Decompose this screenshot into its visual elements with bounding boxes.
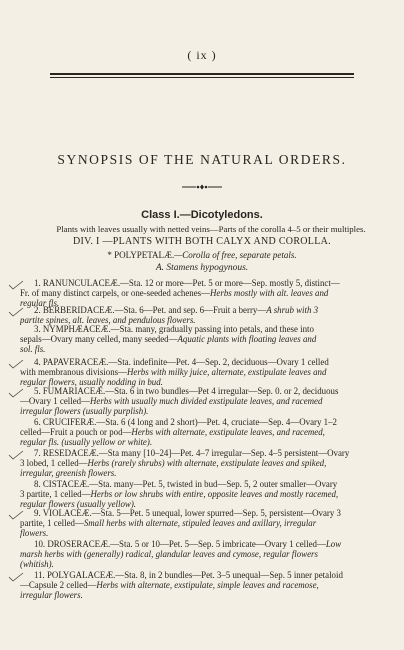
- entry-italic-text: Herbs mostly with alt. leaves and: [210, 288, 329, 299]
- entry-line: [20, 570, 380, 580]
- entry-text: 9. VIOLACEÆ.—Sta. 5—Pet. 5 unequal, lower spurred—Sep. 5, persistent—Ovary 3: [34, 508, 341, 518]
- entry-line: [20, 559, 380, 569]
- entry-italic-text: Herbs with milky juice, alternate, exstipulate leaves and: [127, 367, 327, 378]
- entry-italic-text: flowers.: [20, 528, 49, 539]
- entry-italic-text: (whitish).: [20, 559, 54, 570]
- header-rule-thin: [50, 77, 354, 78]
- pencil-check-mark-icon: [8, 359, 24, 369]
- entry-italic-text: Herbs or low shrubs with entire, opposite leaves and mostly racemed,: [90, 489, 339, 500]
- entry-italic-text: regular fls.: [20, 298, 60, 309]
- order-entry: [20, 570, 380, 601]
- entry-italic-text: regular flowers, usually nodding in bud.: [20, 377, 163, 388]
- entry-line: [20, 427, 380, 437]
- entry-italic-text: irregular flowers.: [20, 590, 83, 601]
- entry-text: with membranous divisions—: [20, 367, 127, 378]
- order-entry: [20, 386, 380, 417]
- class-heading: Class I.—Dicotyledons.: [141, 209, 263, 221]
- entry-line: [20, 539, 380, 549]
- entry-text: —Ovary 1 celled—: [20, 396, 90, 407]
- entry-italic-text: Herbs with usually much divided exstipulate leaves, and racemed: [90, 396, 323, 407]
- pencil-check-mark-icon: [8, 450, 24, 460]
- entry-line: [20, 468, 380, 478]
- entry-italic-text: A shrub with 3: [266, 305, 319, 315]
- entry-line: [20, 590, 380, 600]
- entry-line: [20, 406, 380, 416]
- entry-italic-text: partite spines, alt. leaves, and pendulous flowers.: [20, 315, 196, 326]
- entry-line: [20, 396, 380, 406]
- entry-line: [20, 518, 380, 528]
- entry-line: [20, 479, 380, 489]
- entry-text: —Capsule 2 celled—: [20, 580, 97, 591]
- order-entry: [20, 508, 380, 539]
- entry-line: [20, 458, 380, 468]
- entry-text: 5. FUMARIACEÆ.—Sta. 6 in two bundles—Pet 4 irregular—Sep. 0. or 2, deciduous: [34, 386, 339, 396]
- order-entry: [20, 417, 380, 448]
- entry-line: [20, 305, 380, 315]
- entry-text: 3 lobed, 1 celled—: [20, 458, 88, 469]
- entry-line: [20, 417, 380, 427]
- pencil-check-mark-icon: [8, 280, 24, 290]
- entry-text: 7. RESEDACEÆ.—Sta many [10–24]—Pet. 4–7 irregular—Sep. 4–5 persistent—Ovary: [34, 448, 350, 458]
- entry-italic-text: Aquatic plants with floating leaves and: [177, 334, 317, 345]
- entry-line: [20, 367, 380, 377]
- subgroup-description: —Corolla of free, separate petals.: [174, 250, 297, 260]
- order-entry: [20, 305, 380, 325]
- order-entry: [20, 479, 380, 510]
- entry-line: [20, 278, 380, 288]
- entry-line: [20, 288, 380, 298]
- pencil-check-mark-icon: [8, 307, 24, 317]
- subgroup-heading: [0, 250, 404, 260]
- page-title: SYNOPSIS OF THE NATURAL ORDERS.: [57, 152, 347, 167]
- entry-line: [20, 489, 380, 499]
- entry-text: 2. BERBERIDACEÆ.—Sta. 6—Pet. and sep. 6—Fruit a berry—: [34, 305, 267, 315]
- ornament-divider: [0, 183, 404, 193]
- stamens-heading: A. Stamens hypogynous.: [155, 263, 249, 273]
- entry-line: [20, 528, 380, 538]
- entry-text: sepals—Ovary many celled, many seeded—: [20, 334, 178, 345]
- entry-line: [20, 448, 380, 458]
- entry-text: 1. RANUNCULACEÆ.—Sta. 12 or more—Pet. 5 or more—Sep. mostly 5, distinct—: [34, 278, 340, 288]
- entry-line: [20, 357, 380, 367]
- entry-italic-text: Herbs with alternate, exstipulate leaves, and racemed,: [131, 427, 325, 438]
- entry-line: [20, 386, 380, 396]
- division-heading: DIV. I —PLANTS WITH BOTH CALYX AND COROLLA.: [73, 236, 331, 247]
- entry-line: [20, 324, 380, 334]
- entry-text: 3 partite, 1 celled—: [20, 489, 91, 500]
- entry-italic-text: irregular flowers (usually purplish).: [20, 406, 149, 417]
- ornament-icon: [182, 183, 222, 191]
- entry-line: [20, 437, 380, 447]
- entry-text: Fr. of many distinct carpels, or one-seeded achenes—: [20, 288, 211, 299]
- header-rule-thick: [50, 73, 354, 75]
- subgroup-star: *: [107, 250, 112, 260]
- entry-line: [20, 580, 380, 590]
- entry-italic-text: regular fls. (usually yellow or white).: [20, 437, 153, 448]
- pencil-check-mark-icon: [8, 510, 24, 520]
- entry-italic-text: Herbs with alternate, exstipulate, simple leaves and racemose,: [96, 580, 319, 591]
- entry-italic-text: sol. fls.: [20, 344, 46, 355]
- entry-italic-text: Low: [325, 539, 342, 549]
- entry-text: 10. DROSERACEÆ.—Sta. 5 or 10—Pet. 5—Sep. 5 imbricate—Ovary 1 celled—: [34, 539, 326, 549]
- entry-text: celled—Fruit a pouch or pod—: [20, 427, 132, 438]
- entry-text: 8. CISTACEÆ.—Sta. many—Pet. 5, twisted in bud—Sep. 5, 2 outer smaller—Ovary: [34, 479, 338, 489]
- pencil-check-mark-icon: [8, 572, 24, 582]
- page-number: ( ix ): [187, 48, 217, 62]
- entry-line: [20, 334, 380, 344]
- entry-text: 4. PAPAVERACEÆ.—Sta. indefinite—Pet. 4—Sep. 2, deciduous—Ovary 1 celled: [34, 357, 329, 367]
- order-entry: [20, 539, 380, 570]
- entry-line: [20, 508, 380, 518]
- entry-line: [20, 549, 380, 559]
- class-description: Plants with leaves usually with netted veins—Parts of the corolla 4–5 or their multiples.: [56, 224, 366, 234]
- entry-line: [20, 344, 380, 354]
- entry-italic-text: Herbs (rarely shrubs) with alternate, exstipulate leaves and spiked,: [87, 458, 327, 469]
- subgroup-name: POLYPETALÆ.: [114, 250, 175, 260]
- entry-text: partite, 1 celled—: [20, 518, 84, 529]
- entry-italic-text: regular flowers (usually yellow).: [20, 499, 137, 510]
- entry-italic-text: irregular, greenish flowers.: [20, 468, 117, 479]
- entry-text: 6. CRUCIFERÆ.—Sta. 6 (4 long and 2 short)—Pet. 4, cruciate—Sep. 4—Ovary 1–2: [34, 417, 337, 427]
- order-entry: [20, 448, 380, 479]
- pencil-check-mark-icon: [8, 388, 24, 398]
- order-entry: [20, 324, 380, 355]
- entry-text: 3. NYMPHÆACEÆ.—Sta. many, gradually passing into petals, and these into: [34, 324, 314, 334]
- entry-italic-text: marsh herbs with (generally) radical, glandular leaves and cymose, regular flowers: [20, 549, 318, 560]
- order-entry: [20, 357, 380, 388]
- entry-italic-text: Small herbs with alternate, stipuled leaves and axillary, irregular: [83, 518, 317, 529]
- entry-text: 11. POLYGALACEÆ.—Sta. 8, in 2 bundles—Pet. 3–5 unequal—Sep. 5 inner petaloid: [34, 570, 343, 580]
